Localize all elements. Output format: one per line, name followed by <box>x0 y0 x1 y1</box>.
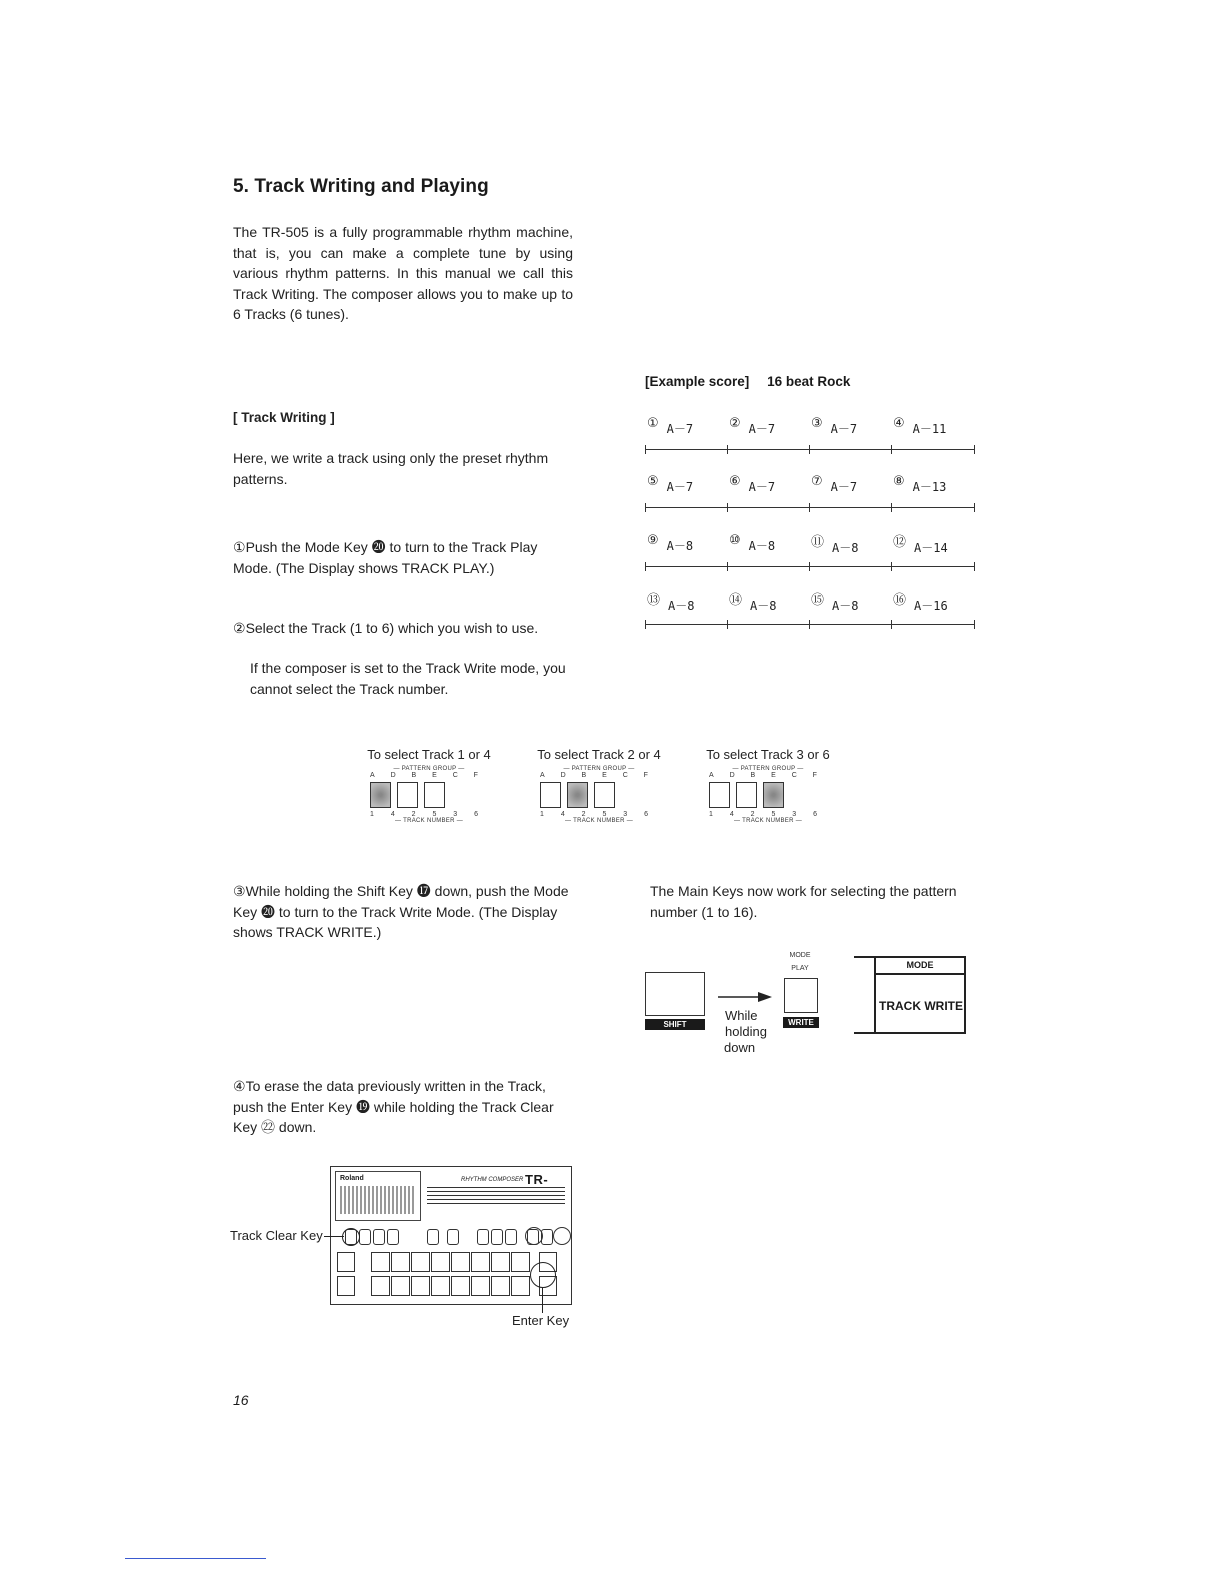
footer-rule <box>125 1558 266 1559</box>
track-clear-key-marker <box>342 1228 360 1246</box>
page-number: 16 <box>233 1392 249 1408</box>
group-letter: E <box>602 772 607 779</box>
measure-number: ⑩ <box>729 533 741 548</box>
score-barline <box>974 503 975 512</box>
display-value: TRACK WRITE <box>879 999 963 1013</box>
track-number: 2 <box>750 811 755 818</box>
track-number: 5 <box>602 811 607 818</box>
group-letter: A <box>540 772 545 779</box>
pattern-id: A－8 <box>668 599 695 613</box>
track-key[interactable] <box>424 782 445 808</box>
group-letter: D <box>560 772 566 779</box>
score-barline <box>645 562 646 571</box>
main-key[interactable] <box>511 1252 530 1272</box>
track-select-panel <box>364 747 494 824</box>
track-number: 5 <box>432 811 437 818</box>
pattern-group-letters <box>364 772 484 779</box>
score-barline <box>891 620 892 629</box>
mode-key[interactable] <box>784 978 818 1013</box>
panel-title: To select Track 2 or 4 <box>537 747 661 762</box>
holding-line: holding <box>725 1024 767 1039</box>
model-name: TR- <box>525 1172 549 1187</box>
measure-number: ③ <box>811 416 823 431</box>
main-keys-text: The Main Keys now work for selecting the pattern number (1 to 16). <box>650 883 957 920</box>
pattern-id: A－13 <box>912 480 947 494</box>
main-key[interactable] <box>371 1252 390 1272</box>
group-letter: C <box>622 772 628 779</box>
device-display <box>335 1171 421 1221</box>
device-button[interactable] <box>477 1229 489 1245</box>
score-barline <box>645 445 646 454</box>
score-barline <box>727 503 728 512</box>
pattern-id: A－7 <box>748 422 776 436</box>
device-button[interactable] <box>491 1229 503 1245</box>
step-2 <box>233 618 573 639</box>
track-keys <box>540 782 664 808</box>
track-key[interactable] <box>594 782 615 808</box>
score-measure <box>811 537 858 556</box>
score-barline <box>809 445 810 454</box>
main-key[interactable] <box>411 1276 430 1296</box>
panel-title: To select Track 1 or 4 <box>367 747 491 762</box>
track-key[interactable] <box>540 782 561 808</box>
device-subtitle: RHYTHM COMPOSER <box>461 1177 524 1183</box>
enter-key-marker <box>530 1262 556 1288</box>
pattern-group-label: — PATTERN GROUP — <box>563 766 635 772</box>
track-select-panel <box>703 747 833 824</box>
track-number-label: — TRACK NUMBER — <box>394 818 464 824</box>
page-title: 5. Track Writing and Playing <box>233 176 489 197</box>
group-letter: E <box>771 772 776 779</box>
score-barline <box>974 445 975 454</box>
pattern-id: A－7 <box>666 422 694 436</box>
main-key[interactable] <box>411 1252 430 1272</box>
mode-display <box>854 956 966 1034</box>
track-key[interactable] <box>397 782 418 808</box>
while-line: While <box>725 1008 758 1023</box>
device-button[interactable] <box>505 1229 517 1245</box>
main-key[interactable] <box>491 1276 510 1296</box>
mode-label: MODE <box>789 952 811 959</box>
measure-number: ⑥ <box>729 474 741 489</box>
group-letter: C <box>452 772 458 779</box>
step-text: To erase the data previously written in the Track, push the Enter Key ⓳ while holding the Track Clear Key ㉒ down. <box>233 1078 554 1135</box>
group-letter: D <box>390 772 396 779</box>
group-letter: A <box>709 772 714 779</box>
track-number: 3 <box>453 811 458 818</box>
track-numbers <box>703 811 823 818</box>
measure-number: ⑪ <box>811 535 825 550</box>
track-number: 3 <box>792 811 797 818</box>
score-barline <box>645 620 646 629</box>
group-letter: E <box>432 772 437 779</box>
device-button[interactable] <box>387 1229 399 1245</box>
pattern-id: A－8 <box>666 539 694 553</box>
pattern-id: A－8 <box>832 599 859 613</box>
measure-number: ② <box>729 416 741 431</box>
main-key[interactable] <box>431 1276 450 1296</box>
measure-number: ⑭ <box>729 593 743 608</box>
pattern-id: A－8 <box>750 599 777 613</box>
track-key[interactable] <box>709 782 730 808</box>
track-number: 3 <box>623 811 628 818</box>
main-key[interactable] <box>511 1276 530 1296</box>
score-measure <box>729 474 776 495</box>
group-letter: A <box>370 772 375 779</box>
pattern-id: A－7 <box>830 480 858 494</box>
track-key[interactable] <box>736 782 757 808</box>
step-number: ② <box>233 620 246 636</box>
pattern-id: A－14 <box>914 541 948 555</box>
step-number: ③ <box>233 883 246 899</box>
score-title: 16 beat Rock <box>767 374 851 389</box>
score-row <box>645 533 975 567</box>
score-measure <box>811 416 858 437</box>
measure-number: ⑬ <box>647 593 661 608</box>
shift-key[interactable] <box>645 972 705 1016</box>
section-title: [ Track Writing ] <box>233 410 335 425</box>
while-holding-text <box>725 1008 767 1056</box>
score-measure <box>811 595 858 614</box>
brand-logo: Roland <box>340 1175 364 1182</box>
group-letter: C <box>791 772 797 779</box>
track-key-pressed[interactable] <box>370 782 391 808</box>
score-row <box>645 416 975 450</box>
track-number: 1 <box>709 811 713 818</box>
main-key[interactable] <box>451 1252 470 1272</box>
pattern-id: A－8 <box>832 541 859 555</box>
main-key[interactable] <box>371 1276 390 1296</box>
pattern-group-letters <box>703 772 823 779</box>
play-label: PLAY <box>791 965 809 972</box>
score-measure <box>647 533 694 554</box>
main-key[interactable] <box>391 1252 410 1272</box>
score-measure <box>893 537 948 556</box>
track-number: 5 <box>771 811 776 818</box>
measure-number: ⑫ <box>893 535 907 550</box>
device-button[interactable] <box>373 1229 385 1245</box>
main-key[interactable] <box>451 1276 470 1296</box>
score-barline <box>727 445 728 454</box>
score-barline <box>809 503 810 512</box>
group-letter: B <box>581 772 587 779</box>
pattern-id: A－7 <box>748 480 776 494</box>
shift-tag: SHIFT <box>645 1019 705 1030</box>
device-knob[interactable] <box>525 1227 543 1245</box>
track-number: 6 <box>644 811 648 818</box>
score-barline <box>974 562 975 571</box>
track-key-pressed[interactable] <box>567 782 588 808</box>
score-measure <box>811 474 858 495</box>
score-measure <box>647 416 694 437</box>
step-text: Select the Track (1 to 6) which you wish to use. <box>245 620 539 636</box>
step-text: While holding the Shift Key ⓱ down, push the Mode Key ⓴ to turn to the Track Write Mode. (The Display shows TRACK WRITE.) <box>233 883 569 940</box>
measure-number: ⑯ <box>893 593 907 608</box>
pattern-group-label: — PATTERN GROUP — <box>732 766 804 772</box>
track-numbers <box>364 811 484 818</box>
score-measure <box>893 416 947 437</box>
track-keys <box>709 782 833 808</box>
track-number: 4 <box>390 811 395 818</box>
measure-number: ⑧ <box>893 474 905 489</box>
track-number: 2 <box>581 811 586 818</box>
score-barline <box>891 562 892 571</box>
pattern-id: A－7 <box>830 422 858 436</box>
pattern-id: A－7 <box>666 480 694 494</box>
device-button[interactable] <box>359 1229 371 1245</box>
down-line: down <box>724 1040 756 1055</box>
main-key[interactable] <box>471 1276 490 1296</box>
main-key[interactable] <box>391 1276 410 1296</box>
score-row <box>645 595 975 625</box>
section-intro: Here, we write a track using only the preset rhythm patterns. <box>233 450 549 487</box>
score-measure <box>729 416 776 437</box>
track-number: 6 <box>474 811 478 818</box>
track-number: 1 <box>540 811 544 818</box>
enter-key-label: Enter Key <box>512 1313 570 1328</box>
score-measure <box>729 533 776 554</box>
measure-number: ① <box>647 416 659 431</box>
measure-number: ⑨ <box>647 533 659 548</box>
score-measure <box>893 595 948 614</box>
score-barline <box>727 620 728 629</box>
pattern-id: A－8 <box>748 539 776 553</box>
group-letter: F <box>643 772 648 779</box>
step-3 <box>233 881 573 943</box>
measure-number: ⑤ <box>647 474 659 489</box>
track-number-label: — TRACK NUMBER — <box>564 818 634 824</box>
score-barline <box>809 562 810 571</box>
pattern-id: A－16 <box>914 599 948 613</box>
step-number: ④ <box>233 1078 246 1094</box>
score-barline <box>809 620 810 629</box>
write-tag: WRITE <box>783 1017 819 1028</box>
score-measure <box>647 595 694 614</box>
track-number: 4 <box>729 811 734 818</box>
score-staff-line <box>645 624 975 625</box>
step-4 <box>233 1076 573 1138</box>
pattern-group-label: — PATTERN GROUP — <box>393 766 465 772</box>
score-barline <box>891 503 892 512</box>
score-label: [Example score] <box>645 374 750 389</box>
score-staff-line <box>645 449 975 450</box>
group-letter: F <box>812 772 817 779</box>
score-measure <box>729 595 776 614</box>
track-number: 1 <box>370 811 374 818</box>
track-number: 4 <box>560 811 565 818</box>
pattern-id: A－11 <box>912 422 947 436</box>
score-barline <box>974 620 975 629</box>
step-text: Push the Mode Key ⓴ to turn to the Track Play Mode. (The Display shows TRACK PLAY.) <box>233 539 538 576</box>
measure-number: ⑦ <box>811 474 823 489</box>
measure-number: ⑮ <box>811 593 825 608</box>
track-number: 2 <box>411 811 416 818</box>
score-staff-line <box>645 507 975 508</box>
step-number: ① <box>233 539 246 555</box>
measure-number: ④ <box>893 416 905 431</box>
intro-paragraph: The TR-505 is a fully programmable rhythm machine, that is, you can make a complete tune by using various rhythm patterns. In this manual we call this Track Writing. The composer allows you to make up to 6 Tracks (6 tunes). <box>233 224 573 322</box>
track-select-panel <box>534 747 664 824</box>
track-keys <box>370 782 494 808</box>
group-letter: B <box>411 772 417 779</box>
score-measure <box>893 474 947 495</box>
score-barline <box>727 562 728 571</box>
device-side-key[interactable] <box>337 1252 355 1272</box>
device-knob[interactable] <box>553 1227 571 1245</box>
track-key-pressed[interactable] <box>763 782 784 808</box>
display-header: MODE <box>906 960 934 970</box>
pattern-group-letters <box>534 772 654 779</box>
device-side-key[interactable] <box>337 1276 355 1296</box>
group-letter: F <box>473 772 478 779</box>
track-number-label: — TRACK NUMBER — <box>733 818 803 824</box>
main-key[interactable] <box>431 1252 450 1272</box>
score-staff-line <box>645 566 975 567</box>
score-row <box>645 474 975 508</box>
track-numbers <box>534 811 654 818</box>
device-button[interactable] <box>447 1229 459 1245</box>
main-key[interactable] <box>471 1252 490 1272</box>
group-letter: D <box>729 772 735 779</box>
main-key[interactable] <box>491 1252 510 1272</box>
step-1 <box>233 537 573 578</box>
score-header <box>645 374 850 389</box>
track-number: 6 <box>813 811 817 818</box>
arrow-icon <box>718 990 774 1004</box>
group-letter: B <box>750 772 756 779</box>
score-barline <box>891 445 892 454</box>
panel-title: To select Track 3 or 6 <box>706 747 830 762</box>
score-measure <box>647 474 694 495</box>
track-clear-label: Track Clear Key <box>230 1228 323 1243</box>
score-barline <box>645 503 646 512</box>
step-2-note: If the composer is set to the Track Write mode, you cannot select the Track number. <box>250 660 566 697</box>
device-button[interactable] <box>427 1229 439 1245</box>
